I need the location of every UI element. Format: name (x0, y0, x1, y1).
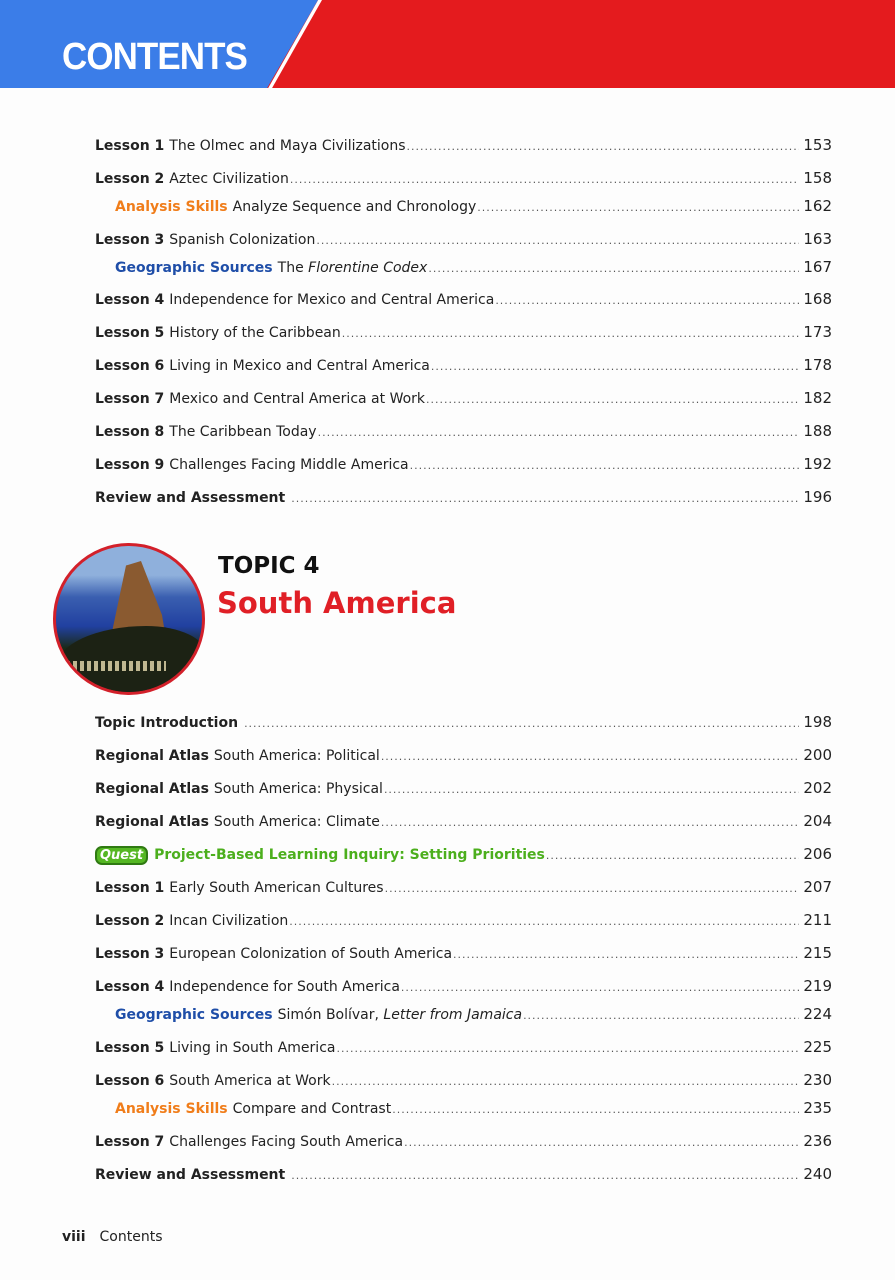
dot-leader (291, 492, 799, 505)
toc-entry[interactable] (95, 488, 832, 510)
dot-leader (385, 882, 800, 895)
toc-entry[interactable] (115, 1005, 832, 1027)
entry-label: Analysis Skills (115, 199, 228, 215)
entry-title: Simón Bolívar, (277, 1007, 384, 1023)
page-number: 236 (803, 1132, 832, 1150)
page-number: 168 (803, 290, 832, 308)
dot-leader (290, 173, 800, 186)
entry-title: The Caribbean Today (169, 424, 317, 440)
toc-entry[interactable] (115, 258, 832, 280)
page-number: 219 (803, 977, 832, 995)
page-number: 240 (803, 1165, 832, 1183)
page-number: 167 (803, 258, 832, 276)
topic-title: South America (217, 586, 457, 620)
entry-label: Regional Atlas (95, 814, 209, 830)
entry-title: Florentine Codex (308, 260, 428, 276)
page-number: 158 (803, 169, 832, 187)
dot-leader (381, 750, 800, 763)
entry-title: Incan Civilization (169, 913, 289, 929)
toc-entry[interactable] (95, 779, 832, 801)
page-number: 173 (803, 323, 832, 341)
dot-leader (289, 915, 799, 928)
entry-label: Lesson 5 (95, 325, 165, 341)
dot-leader (477, 201, 799, 214)
entry-label: Analysis Skills (115, 1101, 228, 1117)
toc-entry[interactable] (95, 356, 832, 378)
topic-number: TOPIC 4 (218, 553, 320, 579)
toc-entry[interactable] (95, 1071, 832, 1093)
page-number: 192 (803, 455, 832, 473)
dot-leader (523, 1009, 799, 1022)
toc-entry[interactable] (95, 1132, 832, 1154)
page-number: 207 (803, 878, 832, 896)
dot-leader (426, 393, 799, 406)
toc-entry[interactable] (95, 746, 832, 768)
entry-label: Lesson 4 (95, 292, 165, 308)
dot-leader (404, 1136, 799, 1149)
entry-label: Lesson 7 (95, 1134, 165, 1150)
entry-label: Lesson 3 (95, 946, 165, 962)
entry-label: Review and Assessment (95, 490, 286, 506)
toc-entry[interactable] (95, 812, 832, 834)
dot-leader (384, 783, 799, 796)
entry-title: The Olmec and Maya Civilizations (169, 138, 406, 154)
dot-leader (407, 140, 800, 153)
entry-title: South America: Physical (213, 781, 383, 797)
toc-entry[interactable] (95, 230, 832, 252)
entry-title: Challenges Facing South America (169, 1134, 404, 1150)
entry-title: South America at Work (169, 1073, 331, 1089)
entry-label: Lesson 1 (95, 880, 165, 896)
page-number: 153 (803, 136, 832, 154)
entry-title: South America: Political (213, 748, 380, 764)
page-number: 202 (803, 779, 832, 797)
page-number: 204 (803, 812, 832, 830)
entry-title: Independence for South America (169, 979, 400, 995)
toc-entry[interactable] (95, 323, 832, 345)
dot-leader (546, 849, 799, 862)
entry-label: Lesson 4 (95, 979, 165, 995)
entry-title: Early South American Cultures (169, 880, 384, 896)
entry-title: European Colonization of South America (169, 946, 453, 962)
dot-leader (336, 1042, 799, 1055)
toc-entry[interactable] (95, 944, 832, 966)
dot-leader (495, 294, 799, 307)
toc-entry[interactable] (95, 422, 832, 444)
entry-title: Letter from Jamaica (383, 1007, 523, 1023)
entry-label: Regional Atlas (95, 781, 209, 797)
dot-leader (342, 327, 800, 340)
topic-image-sugarloaf-mountain (53, 543, 205, 695)
dot-leader (431, 360, 799, 373)
dot-leader (318, 426, 800, 439)
page-number: 162 (803, 197, 832, 215)
entry-title: Spanish Colonization (169, 232, 316, 248)
page-number: 182 (803, 389, 832, 407)
entry-label: Lesson 9 (95, 457, 165, 473)
page-number: 235 (803, 1099, 832, 1117)
entry-label: Regional Atlas (95, 748, 209, 764)
page-number: 188 (803, 422, 832, 440)
entry-label: Topic Introduction (95, 715, 239, 731)
entry-label: Lesson 5 (95, 1040, 165, 1056)
entry-label: Lesson 2 (95, 913, 165, 929)
page-number: 206 (803, 845, 832, 863)
page-title: CONTENTS (62, 36, 247, 78)
entry-title: Aztec Civilization (169, 171, 289, 187)
toc-entry[interactable] (115, 1099, 832, 1121)
toc-entry[interactable] (95, 713, 832, 735)
entry-title: History of the Caribbean (169, 325, 341, 341)
dot-leader (428, 262, 799, 275)
toc-entry[interactable] (95, 878, 832, 900)
toc-entry[interactable] (95, 911, 832, 933)
toc-entry[interactable] (95, 1165, 832, 1187)
footer-label: Contents (99, 1229, 163, 1245)
toc-entry[interactable] (95, 169, 832, 191)
page-number: 200 (803, 746, 832, 764)
entry-label: Lesson 3 (95, 232, 165, 248)
dot-leader (401, 981, 799, 994)
entry-title: The (277, 260, 309, 276)
page-number: 215 (803, 944, 832, 962)
entry-label: Review and Assessment (95, 1167, 286, 1183)
page-footer (62, 1229, 163, 1245)
entry-title: Analyze Sequence and Chronology (232, 199, 477, 215)
toc-entry[interactable] (95, 136, 832, 158)
entry-title: Living in Mexico and Central America (169, 358, 430, 374)
entry-title: Living in South America (169, 1040, 336, 1056)
page-number: 198 (803, 713, 832, 731)
entry-label: Lesson 6 (95, 1073, 165, 1089)
entry-label: Geographic Sources (115, 1007, 273, 1023)
dot-leader (392, 1103, 799, 1116)
dot-leader (453, 948, 799, 961)
entry-title: Challenges Facing Middle America (169, 457, 409, 473)
page-number: 230 (803, 1071, 832, 1089)
dot-leader (291, 1169, 799, 1182)
entry-title: Compare and Contrast (232, 1101, 392, 1117)
page-number: 163 (803, 230, 832, 248)
dot-leader (244, 717, 799, 730)
entry-title: Project-Based Learning Inquiry: Setting Priorities (154, 847, 545, 863)
page-number: 196 (803, 488, 832, 506)
toc-entry[interactable] (95, 977, 832, 999)
toc-entry[interactable] (95, 455, 832, 477)
entry-label: Lesson 2 (95, 171, 165, 187)
entry-label: Lesson 1 (95, 138, 165, 154)
page-number: 224 (803, 1005, 832, 1023)
toc-entry[interactable] (115, 197, 832, 219)
quest-logo: Quest (95, 846, 148, 865)
toc-entry[interactable] (95, 1038, 832, 1060)
header-banner (0, 0, 895, 88)
page-number: 225 (803, 1038, 832, 1056)
dot-leader (332, 1075, 800, 1088)
entry-title: South America: Climate (213, 814, 380, 830)
dot-leader (316, 234, 799, 247)
entry-title: Independence for Mexico and Central America (169, 292, 495, 308)
entry-label: Lesson 6 (95, 358, 165, 374)
toc-entry[interactable] (95, 290, 832, 312)
dot-leader (381, 816, 800, 829)
entry-label: Lesson 8 (95, 424, 165, 440)
dot-leader (410, 459, 800, 472)
toc-entry[interactable] (95, 389, 832, 411)
page-numeral: viii (62, 1229, 86, 1245)
toc-entry[interactable] (95, 845, 832, 867)
page-number: 211 (803, 911, 832, 929)
entry-label: Lesson 7 (95, 391, 165, 407)
page-number: 178 (803, 356, 832, 374)
entry-title: Mexico and Central America at Work (169, 391, 426, 407)
entry-label: Geographic Sources (115, 260, 273, 276)
